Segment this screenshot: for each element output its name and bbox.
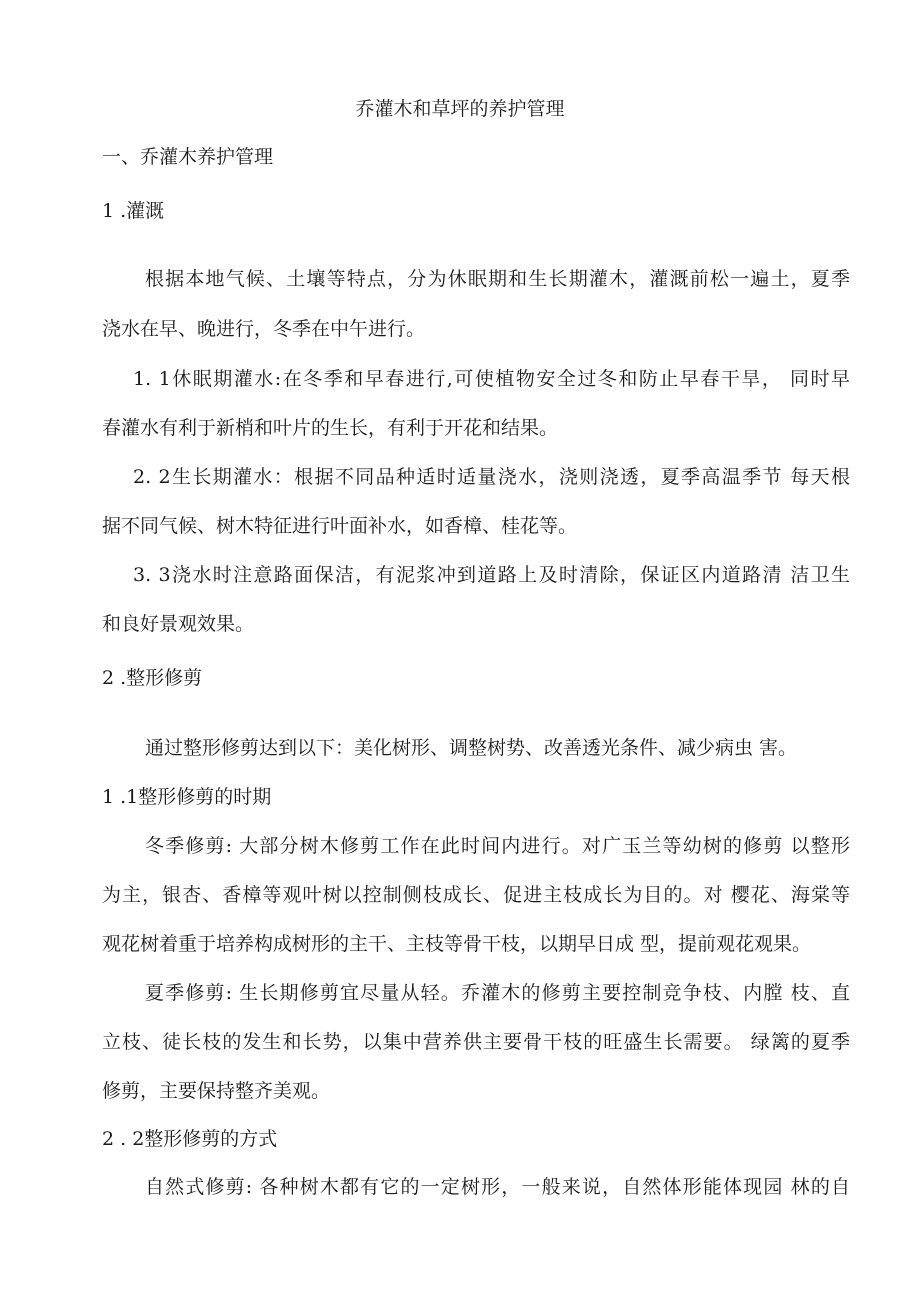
- paragraph-road-cleaning-line: 和良好景观效果。: [102, 613, 255, 635]
- subheading-pruning-method: 2 . 2整形修剪的方式: [102, 1128, 278, 1150]
- paragraph-irrigation-line: 根据本地气候、土壤等特点，分为休眠期和生长期灌木，灌溉前松一遍土，夏季: [145, 268, 850, 290]
- subheading-irrigation: 1 .灌溉: [102, 200, 165, 222]
- paragraph-natural-pruning-line: 自然式修剪: 各种树木都有它的一定树形，一般来说，自然体形能体现园 林的自: [145, 1176, 850, 1198]
- section-heading-1: 一、乔灌木养护管理: [102, 146, 274, 168]
- paragraph-dormant-watering-line: 春灌水有利于新梢和叶片的生长，有利于开花和结果。: [102, 417, 559, 439]
- paragraph-summer-pruning-line: 夏季修剪: 生长期修剪宜尽量从轻。乔灌木的修剪主要控制竞争枝、内膛 枝、直: [145, 982, 850, 1004]
- paragraph-growth-watering-line: 据不同气候、树木特征进行叶面补水，如香樟、桂花等。: [102, 515, 578, 537]
- subheading-pruning: 2 .整形修剪: [102, 667, 203, 689]
- paragraph-pruning-purpose: 通过整形修剪达到以下：美化树形、调整树势、改善透光条件、减少病虫 害。: [145, 737, 798, 759]
- subheading-pruning-period: 1 .1整形修剪的时期: [102, 786, 272, 808]
- paragraph-winter-pruning-line: 观花树着重于培养构成树形的主干、主枝等骨干枝，以期早日成 型，提前观花观果。: [102, 933, 812, 955]
- paragraph-irrigation-line: 浇水在早、晚进行，冬季在中午进行。: [102, 318, 426, 340]
- paragraph-winter-pruning-line: 冬季修剪: 大部分树木修剪工作在此时间内进行。对广玉兰等幼树的修剪 以整形: [145, 835, 850, 857]
- paragraph-growth-watering-line: 2. 2生长期灌水：根据不同品种适时适量浇水，浇则浇透，夏季高温季节 每天根: [133, 466, 850, 488]
- paragraph-summer-pruning-line: 修剪，主要保持整齐美观。: [102, 1080, 331, 1102]
- paragraph-summer-pruning-line: 立枝、徒长枝的发生和长势，以集中营养供主要骨干枝的旺盛生长需要。 绿篱的夏季: [102, 1031, 850, 1053]
- paragraph-winter-pruning-line: 为主，银杏、香樟等观叶树以控制侧枝成长、促进主枝成长为目的。对 樱花、海棠等: [102, 884, 850, 906]
- paragraph-road-cleaning-line: 3. 3浇水时注意路面保洁，有泥浆冲到道路上及时清除，保证区内道路清 洁卫生: [133, 564, 850, 586]
- document-title: 乔灌木和草坪的养护管理: [355, 98, 565, 120]
- paragraph-dormant-watering-line: 1. 1休眠期灌水:在冬季和早春进行,可使植物安全过冬和防止早春干旱， 同时早: [133, 368, 850, 390]
